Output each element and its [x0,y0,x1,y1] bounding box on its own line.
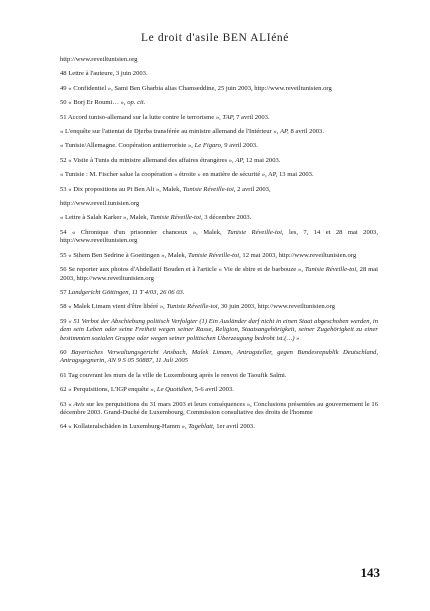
endnote-n63 [60,401,378,418]
endnote-text: « L'enquête sur l'attentat de Djerba transférée au ministre allemand de l'Intérieur », [60,128,280,136]
endnote-text: les, 7, 14 et 28 mai 2003, http://www.reveiltunisien.org [60,228,378,245]
endnote-text: 3 décembre 2003. [202,214,252,222]
endnote-text: 55 « Sihem Ben Sedrine à Goettingen », Malek, [60,251,189,259]
endnote-text: 52 « Visite à Tunis du ministre allemand des affaires étrangères », [60,156,236,164]
endnote-text: TAP, [222,113,235,121]
endnote-n52 [60,157,378,165]
endnote-n64 [60,423,378,431]
endnote-n51c [60,142,378,150]
endnote-text: 28 mai 2003, http://www.reveiltunisien.org [60,266,378,282]
endnote-text: 8 avril 2003. [288,128,324,136]
endnote-n51b [60,128,378,136]
endnote-text: Tunisie Réveille-toi, [304,266,358,274]
endnote-text: op. cit. [127,99,146,107]
endnote-text: 48 Lettre à l'auteure, 3 juin 2003. [60,70,148,78]
endnote-text: Tunisie Réveille-toi, [149,214,203,222]
endnote-text: 58 « Malek Limam vient d'être libéré », [60,303,167,311]
running-header: Le droit d'asile BEN ALIéné [141,32,289,44]
endnote-n49 [60,85,378,93]
endnote-text: « 51 Verbot der Abschiebung politisch Verfolgter (1) Ein Ausländer darf nicht in einen Staat abgeschoben werden, in dem sein Leben oder seine Freiheit wegen seiner Rasse, Religion, Staatsangehörigkeit, seiner Zugehörigkeit zu einer bestimmten sozialen Gruppe oder wegen seiner politischen Überzeugung bedroht ist.(…) » [60,317,378,342]
endnote-n60 [60,349,378,366]
endnote-url-47 [60,56,378,64]
endnote-n52b [60,171,378,179]
endnote-text: Avis [73,400,85,408]
endnote-text: 60 [60,348,72,356]
endnote-text: Tunisie Réveille-toi, [227,228,284,236]
endnote-text: AP, [235,156,245,164]
endnote-text: http://www.reveiltunisien.org [60,56,138,63]
endnote-text: 51 Accord tuniso-allemand sur la lutte contre le terrorisme », [60,113,223,121]
endnote-n59 [60,318,378,343]
endnote-text: 64 « Kollateralschäden in Luxemburg-Hamm », [60,423,189,431]
endnote-n61 [60,372,378,380]
endnote-text: 5-6 avril 2003. [193,386,234,394]
endnote-text: Tageblatt, [188,423,215,431]
endnote-n58 [60,303,378,311]
endnote-n54 [60,229,378,246]
endnote-text: 54 « Chronique d'un prisonnier chanceux », Malek, [60,228,228,236]
endnote-n53b [60,214,378,222]
endnote-n50 [60,99,378,107]
endnote-text: Landgericht Göttingen, 11 T 4/03, 26 06 03. [68,288,185,296]
endnote-text: 9 avril 2003. [222,142,258,150]
endnote-text: Tunisie Réveille-toi, [188,251,241,259]
endnote-text: 50 « Borj Er Roumi… », [60,99,128,107]
endnote-n55 [60,252,378,260]
endnote-text: sur les perquisitions du 31 mars 2003 et leurs conséquences », Conclusions présentées au gouvernement le 16 décembre 2003. Grand-Duché de Luxembourg, Commission consultative des droits de l'homme [60,400,379,416]
endnote-text: « Tunisie : M. Fischer salue la coopération « étroite » en matière de sécurité », AP, 13 mai 2003. [60,171,314,179]
endnote-text: 7 avril 2003. [234,113,270,121]
endnote-text: « Tunisie/Allemagne. Coopération antiterroriste », [60,142,195,150]
endnote-text: 59 [60,317,69,325]
endnote-text: « Lettre à Salah Karker », Malek, [60,214,150,222]
endnote-url-53 [60,200,378,208]
endnote-n53 [60,186,378,194]
endnote-text: 63 « [60,400,74,408]
endnote-text: 2 avril 2003, [235,185,271,193]
endnote-text: Le Quotidien, [156,386,194,394]
endnote-text: Tunisie Réveille-toi, [166,303,220,311]
endnote-text: 57 [60,288,69,296]
page-number: 143 [360,565,380,580]
endnote-text: 1er avril 2003. [214,423,255,431]
endnote-text: 62 « Perquisitions, L'IGP enquête », [60,386,157,394]
endnote-n57 [60,289,378,297]
endnote-text: http://www.reveil.tunisien.org [60,200,140,208]
endnote-n56 [60,266,378,283]
endnote-text: 12 mai 2003. [244,156,281,164]
endnote-n51 [60,114,378,122]
endnote-text: 61 Tag couvrant les murs de la ville de Luxembourg après le renvoi de Taoufik Salmi. [60,371,287,379]
endnote-text: 12 mai 2003, http://www.reveiltunisien.org [240,251,357,259]
endnote-text: 56 Se reporter aux photos d'Abdellatif Bouden et à l'article « Vie de sbire et de barbouze », [60,266,305,274]
endnote-n62 [60,386,378,394]
endnote-text: Tunisie Réveille-toi, [182,185,236,193]
endnotes-list [60,56,378,438]
endnote-text: AP, [279,128,289,136]
endnote-text: 49 « Confidentiel », Sami Ben Gharbia alias Chamseddine, 25 juin 2003, http://www.reveiltunisien.org [60,84,332,92]
endnote-text: Le Figaro, [194,142,223,150]
endnote-text: 53 « Dix propositions au Pt Ben Ali », Malek, [60,185,183,193]
endnote-n48 [60,70,378,78]
endnote-text: Bayerisches Verwaltungsgericht Ansbach, Malek Limam, Antragsteller, gegen Bundesrepublik Deutschland, Antragsgegnerin, AN 9 S 05 50887, 11 Juli 2005 [60,348,378,365]
endnote-text: 30 juin 2003, http://www.reveiltunisien.org [219,303,335,311]
